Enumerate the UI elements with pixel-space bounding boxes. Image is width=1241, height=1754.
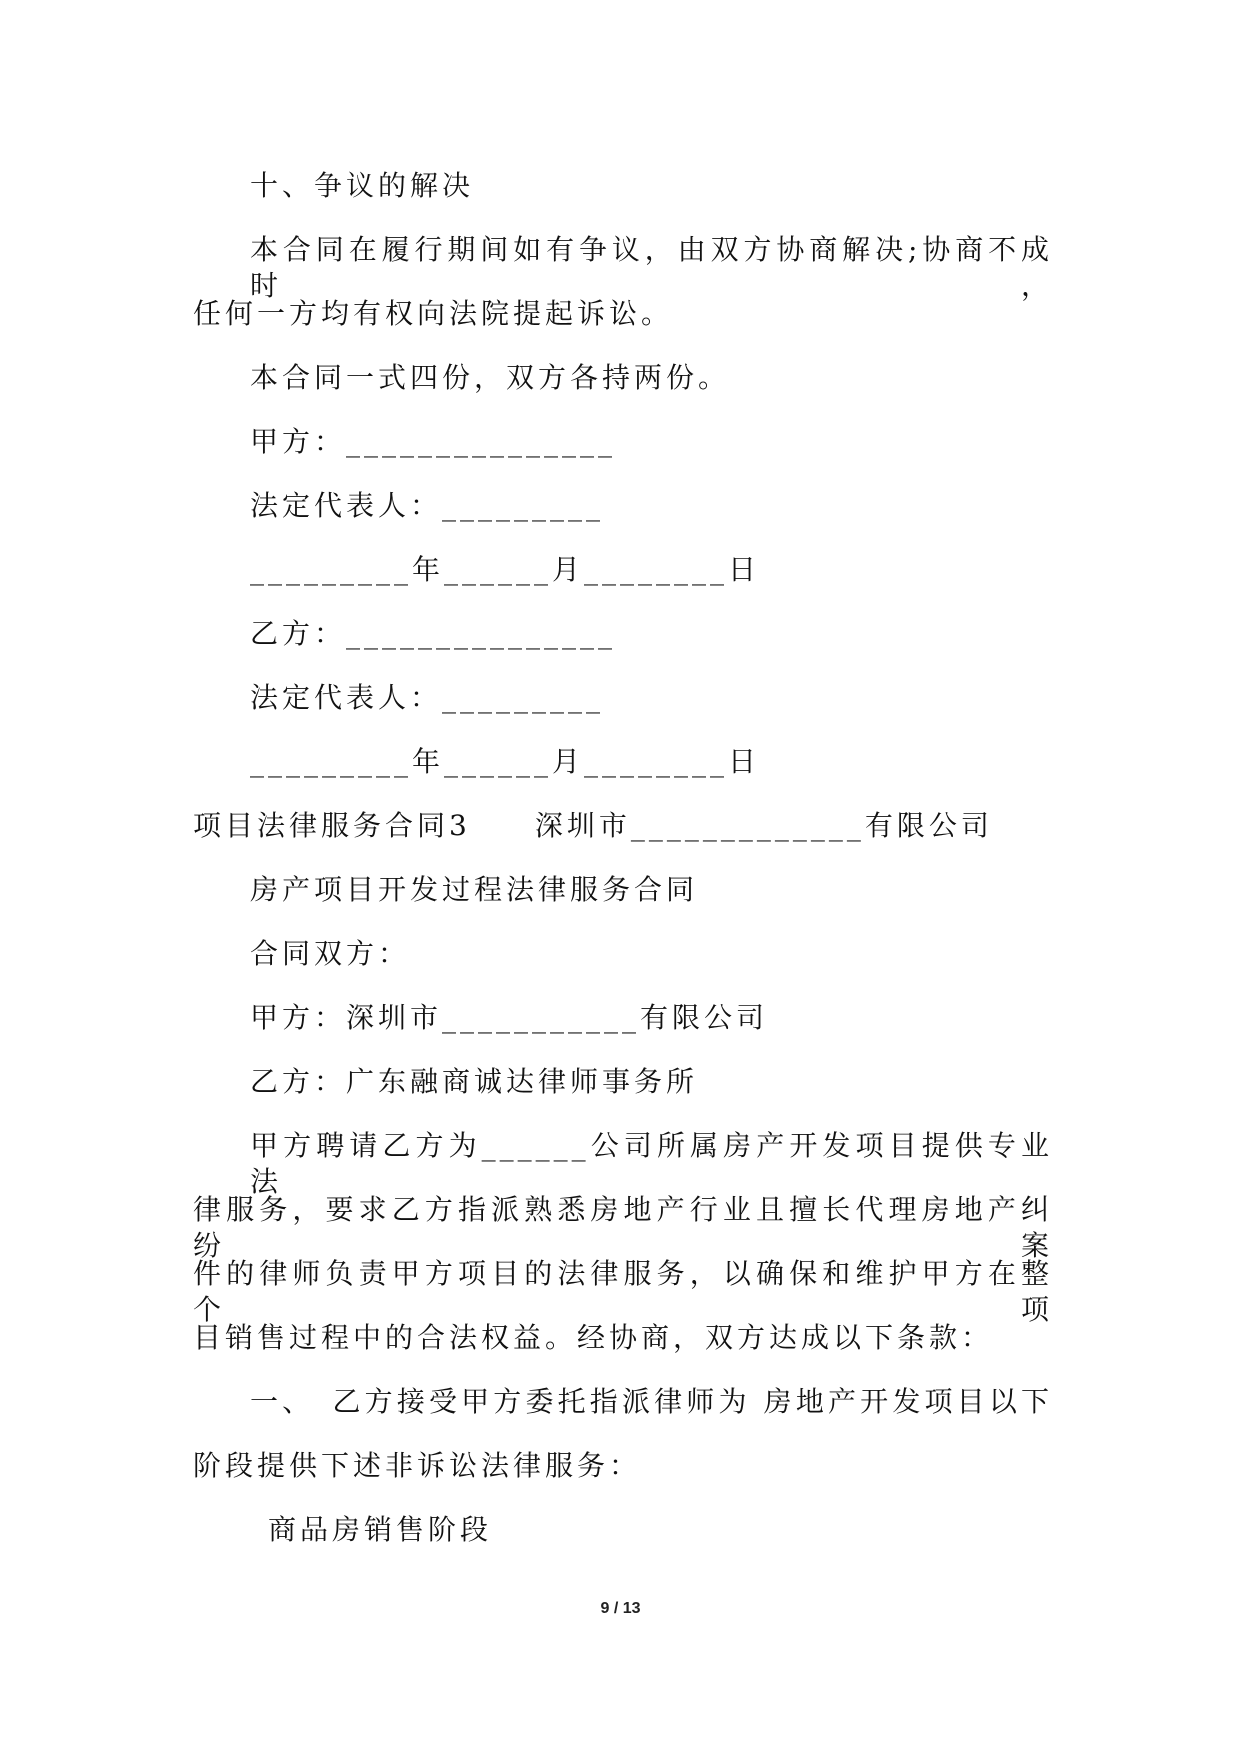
clause-one-line: 一、 乙方接受甲方委托指派律师为 房地产开发项目以下 (250, 1385, 1053, 1418)
party-a-date-line: _________年______月________日 (250, 553, 761, 586)
paragraph-line: 本合同一式四份，双方各持两份。 (250, 361, 731, 394)
paragraph-line: 任何一方均有权向法院提起诉讼。 (193, 297, 674, 330)
party-b-representative-line: 法定代表人：_________ (250, 681, 605, 714)
page-number: 9 / 13 (600, 1600, 641, 1617)
paragraph-line: 件的律师负责甲方项目的法律服务，以确保和维护甲方在整个项 (193, 1257, 1053, 1326)
paragraph-line: 目销售过程中的合法权益。经协商，双方达成以下条款： (193, 1321, 994, 1354)
party-a-signature-line: 甲方：_______________ (250, 425, 617, 458)
party-a-representative-line: 法定代表人：_________ (250, 489, 605, 522)
section-heading-dispute: 十、争议的解决 (250, 169, 475, 202)
sub-heading-sales-stage: 商品房销售阶段 (268, 1513, 493, 1546)
paragraph-line: 合同双方： (250, 937, 411, 970)
contract-subtitle: 房产项目开发过程法律服务合同 (250, 873, 699, 906)
paragraph-line: 阶段提供下述非诉讼法律服务： (193, 1449, 642, 1482)
paragraph-line: 本合同在履行期间如有争议，由双方协商解决;协商不成时， (250, 233, 1053, 302)
party-b-line: 乙方：广东融商诚达律师事务所 (250, 1065, 699, 1098)
contract-title-line: 项目法律服务合同3 深圳市_____________有限公司 (193, 809, 993, 842)
party-b-signature-line: 乙方：_______________ (250, 617, 617, 650)
paragraph-line: 律服务，要求乙方指派熟悉房地产行业且擅长代理房地产纠纷案 (193, 1193, 1053, 1262)
party-b-date-line: _________年______月________日 (250, 745, 761, 778)
party-a-line: 甲方：深圳市___________有限公司 (250, 1001, 769, 1034)
paragraph-line: 甲方聘请乙方为______公司所属房产开发项目提供专业法 (250, 1129, 1053, 1198)
